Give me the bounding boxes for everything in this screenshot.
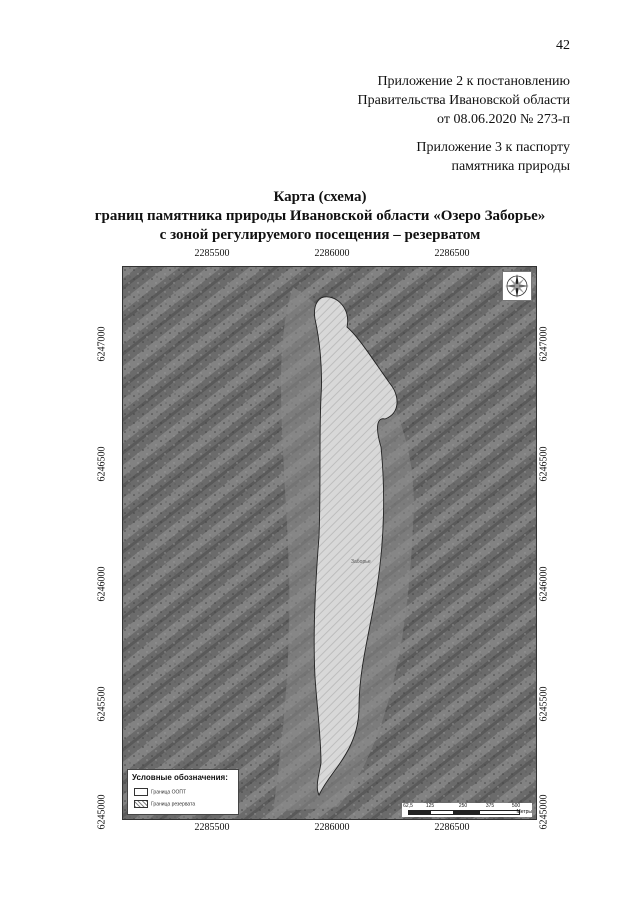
- appendix-resolution-line-3: от 08.06.2020 № 273-п: [437, 112, 570, 127]
- appendix-passport-line-2: памятника природы: [451, 159, 570, 174]
- appendix-passport-block: [416, 138, 570, 176]
- map-title: [0, 188, 640, 245]
- map-title-line-1: Карта (схема): [273, 189, 367, 205]
- x-coord-bottom-1: 2285500: [194, 822, 230, 833]
- map-figure: [96, 246, 566, 846]
- x-coord-bottom-2: 2286000: [314, 822, 350, 833]
- scale-bar-track: [408, 810, 520, 815]
- map-title-line-3: с зоной регулируемого посещения – резерватом: [159, 227, 481, 243]
- legend-item-reserve: [134, 800, 195, 808]
- satellite-map: [122, 266, 537, 820]
- y-coord-left-4: 6245500: [96, 686, 108, 722]
- scale-label-3: 250: [458, 803, 468, 809]
- scale-bar: [402, 803, 532, 817]
- legend-title: Условные обозначения:: [132, 773, 228, 782]
- legend-swatch-hatch: [134, 800, 148, 808]
- legend-item-oopt: [134, 788, 186, 796]
- scale-segment-1: [409, 811, 431, 814]
- compass-rose-icon: [502, 271, 532, 301]
- x-coord-bottom-3: 2286500: [434, 822, 470, 833]
- appendix-resolution-block: [358, 72, 570, 129]
- y-coord-right-5: 6245000: [538, 794, 550, 830]
- appendix-resolution-line-1: Приложение 2 к постановлению: [377, 74, 570, 89]
- y-coord-right-4: 6245500: [538, 686, 550, 722]
- scale-unit: Метры: [516, 809, 532, 815]
- y-coord-right-1: 6247000: [538, 326, 550, 362]
- scale-label-1: 62,5: [403, 803, 413, 809]
- scale-label-5: 500: [511, 803, 521, 809]
- x-coord-top-2: 2286000: [314, 248, 350, 259]
- y-coord-left-3: 6246000: [96, 566, 108, 602]
- map-title-line-2: границ памятника природы Ивановской области «Озеро Заборье»: [94, 208, 546, 224]
- y-coord-left-2: 6246500: [96, 446, 108, 482]
- scale-label-2: 125: [425, 803, 435, 809]
- page-number: 42: [556, 38, 570, 53]
- y-coord-left-5: 6245000: [96, 794, 108, 830]
- x-coord-top-3: 2286500: [434, 248, 470, 259]
- legend-swatch-outline: [134, 788, 148, 796]
- legend-label-reserve: Граница резервата: [151, 801, 196, 808]
- x-coord-top-1: 2285500: [194, 248, 230, 259]
- satellite-imagery: [123, 267, 536, 819]
- appendix-passport-line-1: Приложение 3 к паспорту: [416, 140, 570, 155]
- legend-label-oopt: Граница ООПТ: [151, 789, 187, 796]
- map-legend: [127, 769, 239, 815]
- scale-label-4: 375: [485, 803, 495, 809]
- scale-segment-2: [453, 811, 480, 814]
- y-coord-left-1: 6247000: [96, 326, 108, 362]
- lake-label: Заборье: [351, 559, 371, 565]
- appendix-resolution-line-2: Правительства Ивановской области: [357, 93, 570, 108]
- y-coord-right-3: 6246000: [538, 566, 550, 602]
- y-coord-right-2: 6246500: [538, 446, 550, 482]
